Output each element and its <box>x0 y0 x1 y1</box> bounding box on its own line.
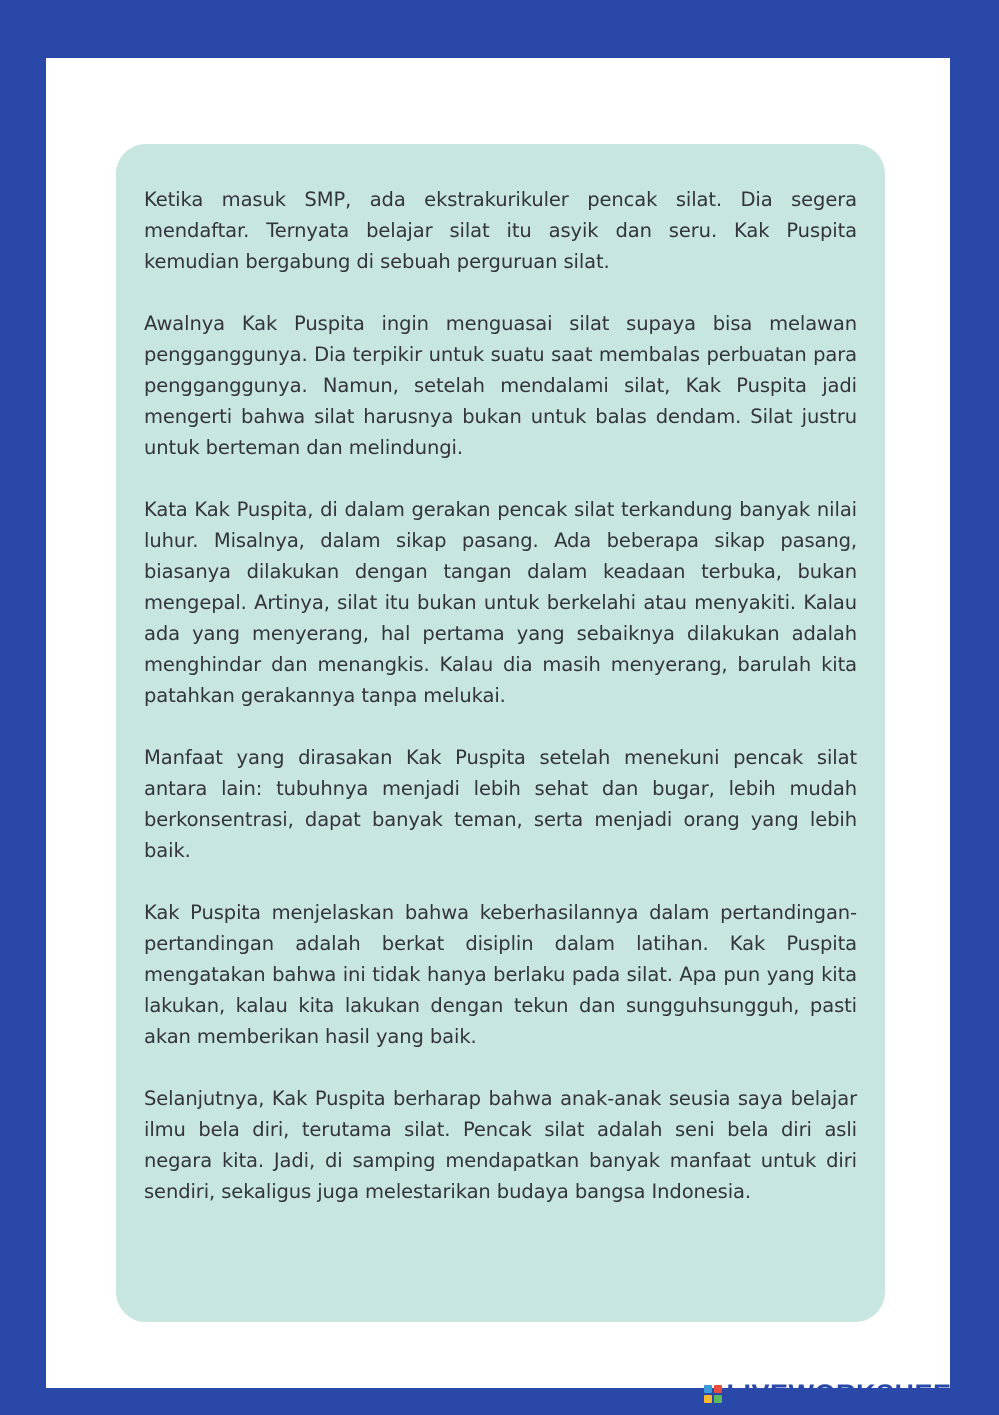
story-paragraph-5: Kak Puspita menjelaskan bahwa keberhasilannya dalam pertandingan-pertandingan adalah berkat disiplin dalam latihan. Kak Puspita mengatakan bahwa ini tidak hanya berlaku pada silat. Apa pun yang kita lakukan, kalau kita lakukan dengan tekun dan sungguhsungguh, pasti akan memberikan hasil yang baik. <box>144 901 857 1048</box>
worksheet-page <box>46 58 950 1388</box>
story-paragraph-3: Kata Kak Puspita, di dalam gerakan pencak silat terkandung banyak nilai luhur. Misalnya, dalam sikap pasang. Ada beberapa sikap pasang, biasanya dilakukan dengan tangan dalam keadaan terbuka, bukan mengepal. Artinya, silat itu bukan untuk berkelahi atau menyakiti. Kalau ada yang menyerang, hal pertama yang sebaiknya dilakukan adalah menghindar dan menangkis. Kalau dia masih menyerang, barulah kita patahkan gerakannya tanpa melukai. <box>144 498 857 707</box>
story-paragraph-1: Ketika masuk SMP, ada ekstrakurikuler pencak silat. Dia segera mendaftar. Ternyata belajar silat itu asyik dan seru. Kak Puspita kemudian bergabung di sebuah perguruan silat. <box>144 188 857 273</box>
story-paragraph-2: Awalnya Kak Puspita ingin menguasai silat supaya bisa melawan pengganggunya. Dia terpikir untuk suatu saat membalas perbuatan para pengganggunya. Namun, setelah mendalami silat, Kak Puspita jadi mengerti bahwa silat harusnya bukan untuk balas dendam. Silat justru untuk berteman dan melindungi. <box>144 312 857 459</box>
logo-square-1 <box>704 1385 712 1393</box>
brand-name: LIVEWORKSHEETS <box>726 1378 987 1409</box>
story-card <box>116 144 885 1322</box>
logo-square-4 <box>714 1395 722 1403</box>
logo-square-3 <box>704 1395 712 1403</box>
logo-square-2 <box>714 1385 722 1393</box>
story-paragraph-4: Manfaat yang dirasakan Kak Puspita setelah menekuni pencak silat antara lain: tubuhnya menjadi lebih sehat dan bugar, lebih mudah berkonsentrasi, dapat banyak teman, serta menjadi orang yang lebih baik. <box>144 746 857 862</box>
liveworksheets-watermark <box>704 1377 987 1411</box>
liveworksheets-logo-icon <box>704 1385 722 1403</box>
story-paragraph-6: Selanjutnya, Kak Puspita berharap bahwa anak-anak seusia saya belajar ilmu bela diri, terutama silat. Pencak silat adalah seni bela diri asli negara kita. Jadi, di samping mendapatkan banyak manfaat untuk diri sendiri, sekaligus juga melestarikan budaya bangsa Indonesia. <box>144 1087 857 1203</box>
